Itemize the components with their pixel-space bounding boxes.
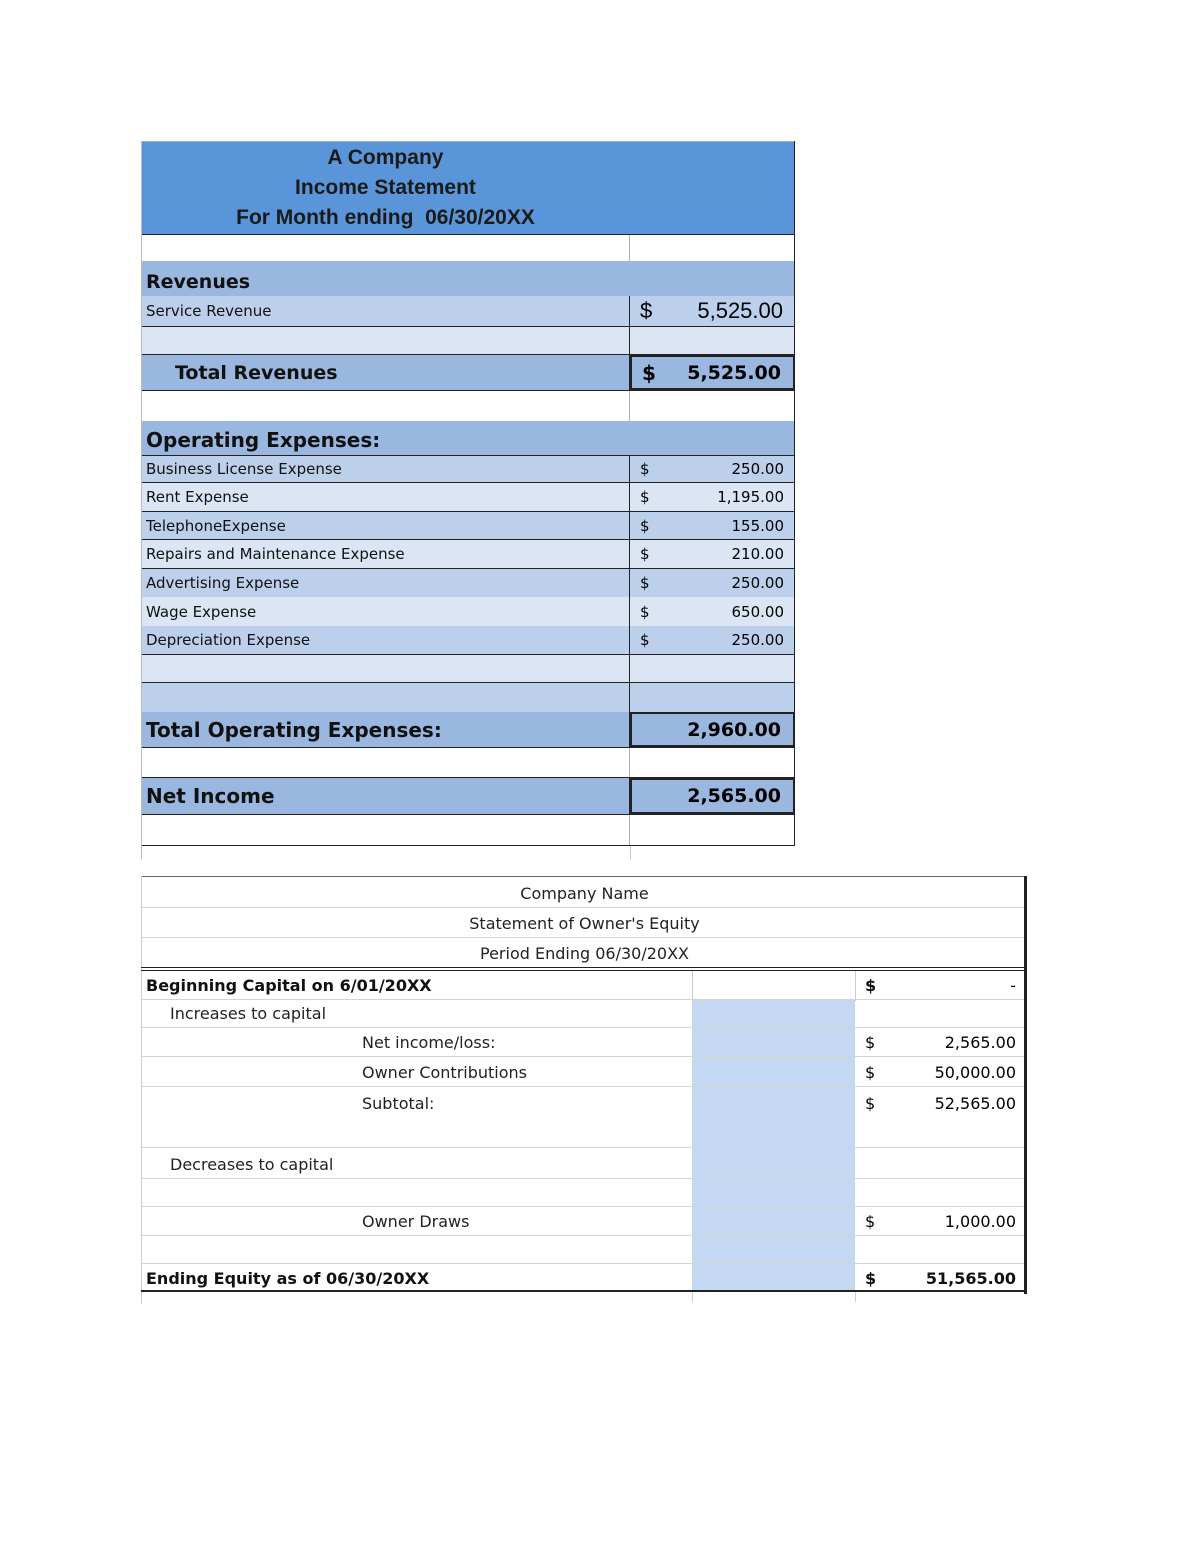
currency-symbol: $ xyxy=(640,602,650,621)
currency-symbol: $ xyxy=(865,1033,876,1052)
currency-symbol: $ xyxy=(640,631,650,649)
ending-equity-amount: 51,565.00 xyxy=(925,1269,1016,1288)
spacer-row xyxy=(141,391,795,421)
currency-symbol: $ xyxy=(865,1269,877,1288)
owners-equity-statement xyxy=(141,876,1028,1304)
table-border xyxy=(630,846,631,860)
operating-expenses-heading: Operating Expenses: xyxy=(146,428,381,452)
expense-row xyxy=(141,455,795,483)
subtotal-label: Subtotal: xyxy=(362,1094,435,1113)
decrease-item-label: Owner Draws xyxy=(362,1212,470,1231)
revenues-heading-row xyxy=(141,261,795,296)
statement-title: Statement of Owner's Equity xyxy=(469,914,700,933)
expense-amount: 210.00 xyxy=(731,545,784,563)
expense-amount: 155.00 xyxy=(731,516,784,535)
currency-symbol: $ xyxy=(640,488,650,506)
company-name: Company Name xyxy=(520,884,649,903)
currency-symbol: $ xyxy=(865,976,877,995)
currency-symbol: $ xyxy=(640,516,650,535)
expense-label: Business License Expense xyxy=(141,456,630,482)
company-name: A Company xyxy=(327,146,444,169)
currency-symbol: $ xyxy=(640,298,653,323)
total-revenues-label: Total Revenues xyxy=(141,355,630,390)
beginning-capital-amount: - xyxy=(1010,976,1016,995)
currency-symbol: $ xyxy=(642,360,656,385)
income-statement xyxy=(141,141,795,859)
expense-row xyxy=(141,626,795,655)
table-border xyxy=(794,141,795,846)
spacer-row xyxy=(141,234,795,261)
expense-row xyxy=(141,597,795,626)
statement-period: Period Ending 06/30/20XX xyxy=(480,944,689,963)
currency-symbol: $ xyxy=(640,574,650,592)
currency-symbol: $ xyxy=(640,460,650,478)
currency-symbol: $ xyxy=(640,545,650,563)
expense-label: TelephoneExpense xyxy=(141,512,630,539)
expense-label: Wage Expense xyxy=(141,597,630,626)
expense-row xyxy=(141,512,795,540)
statement-period: For Month ending 06/30/20XX xyxy=(236,206,535,229)
total-operating-expenses-amount: 2,960.00 xyxy=(687,718,781,741)
increase-item-amount: 2,565.00 xyxy=(944,1033,1016,1052)
currency-symbol: $ xyxy=(865,1212,876,1231)
expense-amount: 250.00 xyxy=(731,460,784,478)
expense-amount: 650.00 xyxy=(731,602,784,621)
total-operating-expenses-row xyxy=(141,712,795,748)
expense-row xyxy=(141,540,795,569)
increase-item-label: Owner Contributions xyxy=(362,1063,528,1082)
expense-amount: 250.00 xyxy=(731,631,784,649)
shaded-column xyxy=(692,1000,855,1291)
spacer-row xyxy=(141,748,795,778)
spacer-row xyxy=(141,655,795,683)
expense-row xyxy=(141,483,795,512)
line-item-amount: 5,525.00 xyxy=(697,298,783,323)
beginning-capital-label: Beginning Capital on 6/01/20XX xyxy=(146,976,432,995)
expense-amount: 1,195.00 xyxy=(717,488,784,506)
expense-label: Rent Expense xyxy=(141,483,630,511)
total-revenues-row xyxy=(141,355,795,391)
increases-label: Increases to capital xyxy=(170,1004,327,1023)
total-revenues-amount: 5,525.00 xyxy=(687,361,781,384)
increase-item-amount: 50,000.00 xyxy=(934,1063,1016,1082)
spacer-row xyxy=(141,815,795,846)
net-income-label: Net Income xyxy=(141,778,630,814)
operating-expenses-heading-row xyxy=(141,421,795,455)
double-rule xyxy=(141,967,1026,971)
spacer-row xyxy=(141,327,795,355)
currency-symbol: $ xyxy=(865,1063,876,1082)
decreases-label: Decreases to capital xyxy=(170,1155,334,1174)
expense-row xyxy=(141,569,795,597)
statement-title: Income Statement xyxy=(295,176,476,199)
expense-label: Advertising Expense xyxy=(141,569,630,597)
decrease-item-amount: 1,000.00 xyxy=(944,1212,1016,1231)
service-revenue-row xyxy=(141,296,795,327)
net-income-amount: 2,565.00 xyxy=(687,785,781,807)
expense-label: Depreciation Expense xyxy=(141,626,630,654)
expense-amount: 250.00 xyxy=(731,574,784,592)
net-income-row xyxy=(141,778,795,815)
income-statement-header xyxy=(141,141,795,234)
spacer-row xyxy=(141,683,795,712)
table-border xyxy=(141,141,142,859)
currency-symbol: $ xyxy=(865,1094,876,1113)
increase-item-label: Net income/loss: xyxy=(362,1033,496,1052)
ending-equity-label: Ending Equity as of 06/30/20XX xyxy=(146,1269,430,1288)
subtotal-amount: 52,565.00 xyxy=(934,1094,1016,1113)
line-item-label: Service Revenue xyxy=(141,296,630,326)
expense-label: Repairs and Maintenance Expense xyxy=(141,540,630,568)
revenues-heading: Revenues xyxy=(146,270,251,293)
total-operating-expenses-label: Total Operating Expenses: xyxy=(141,712,630,747)
